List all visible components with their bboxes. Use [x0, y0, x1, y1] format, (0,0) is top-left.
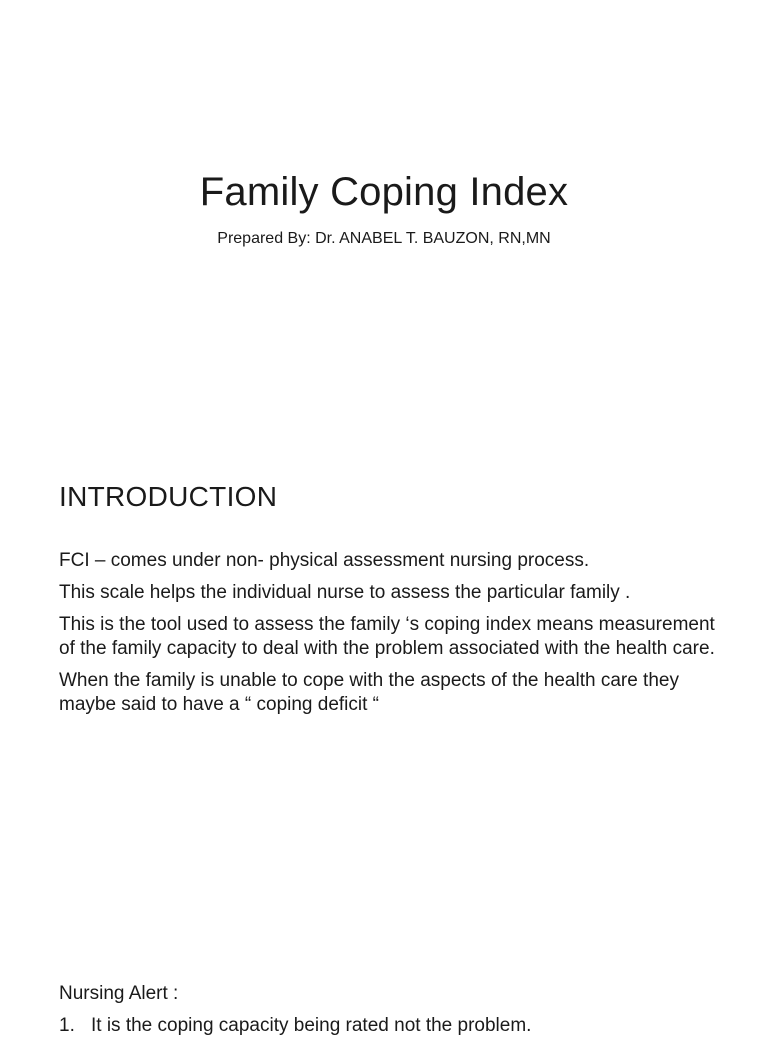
- introduction-slide: [0, 432, 768, 864]
- nursing-alert-item: [59, 1014, 531, 1038]
- introduction-paragraph: This is the tool used to assess the family ‘s coping index means measurement of the family capacity to deal with the problem associated with the health care.: [59, 614, 715, 659]
- introduction-paragraphs: [59, 549, 719, 725]
- document-title: Family Coping Index: [199, 170, 569, 214]
- introduction-paragraph: This scale helps the individual nurse to assess the particular family .: [59, 582, 631, 603]
- introduction-paragraph: When the family is unable to cope with the aspects of the health care they maybe said to have a “ coping deficit “: [59, 670, 679, 715]
- nursing-alert-item-number: 1.: [59, 1015, 75, 1036]
- title-slide: [0, 0, 768, 432]
- nursing-alert-heading: Nursing Alert :: [59, 983, 179, 1004]
- nursing-alert-item-text: It is the coping capacity being rated not the problem.: [91, 1015, 532, 1036]
- nursing-alert-slide: [0, 864, 768, 1036]
- introduction-heading: INTRODUCTION: [59, 481, 278, 512]
- document-author: Prepared By: Dr. ANABEL T. BAUZON, RN,MN: [217, 230, 551, 247]
- introduction-paragraph: FCI – comes under non- physical assessment nursing process.: [59, 550, 590, 571]
